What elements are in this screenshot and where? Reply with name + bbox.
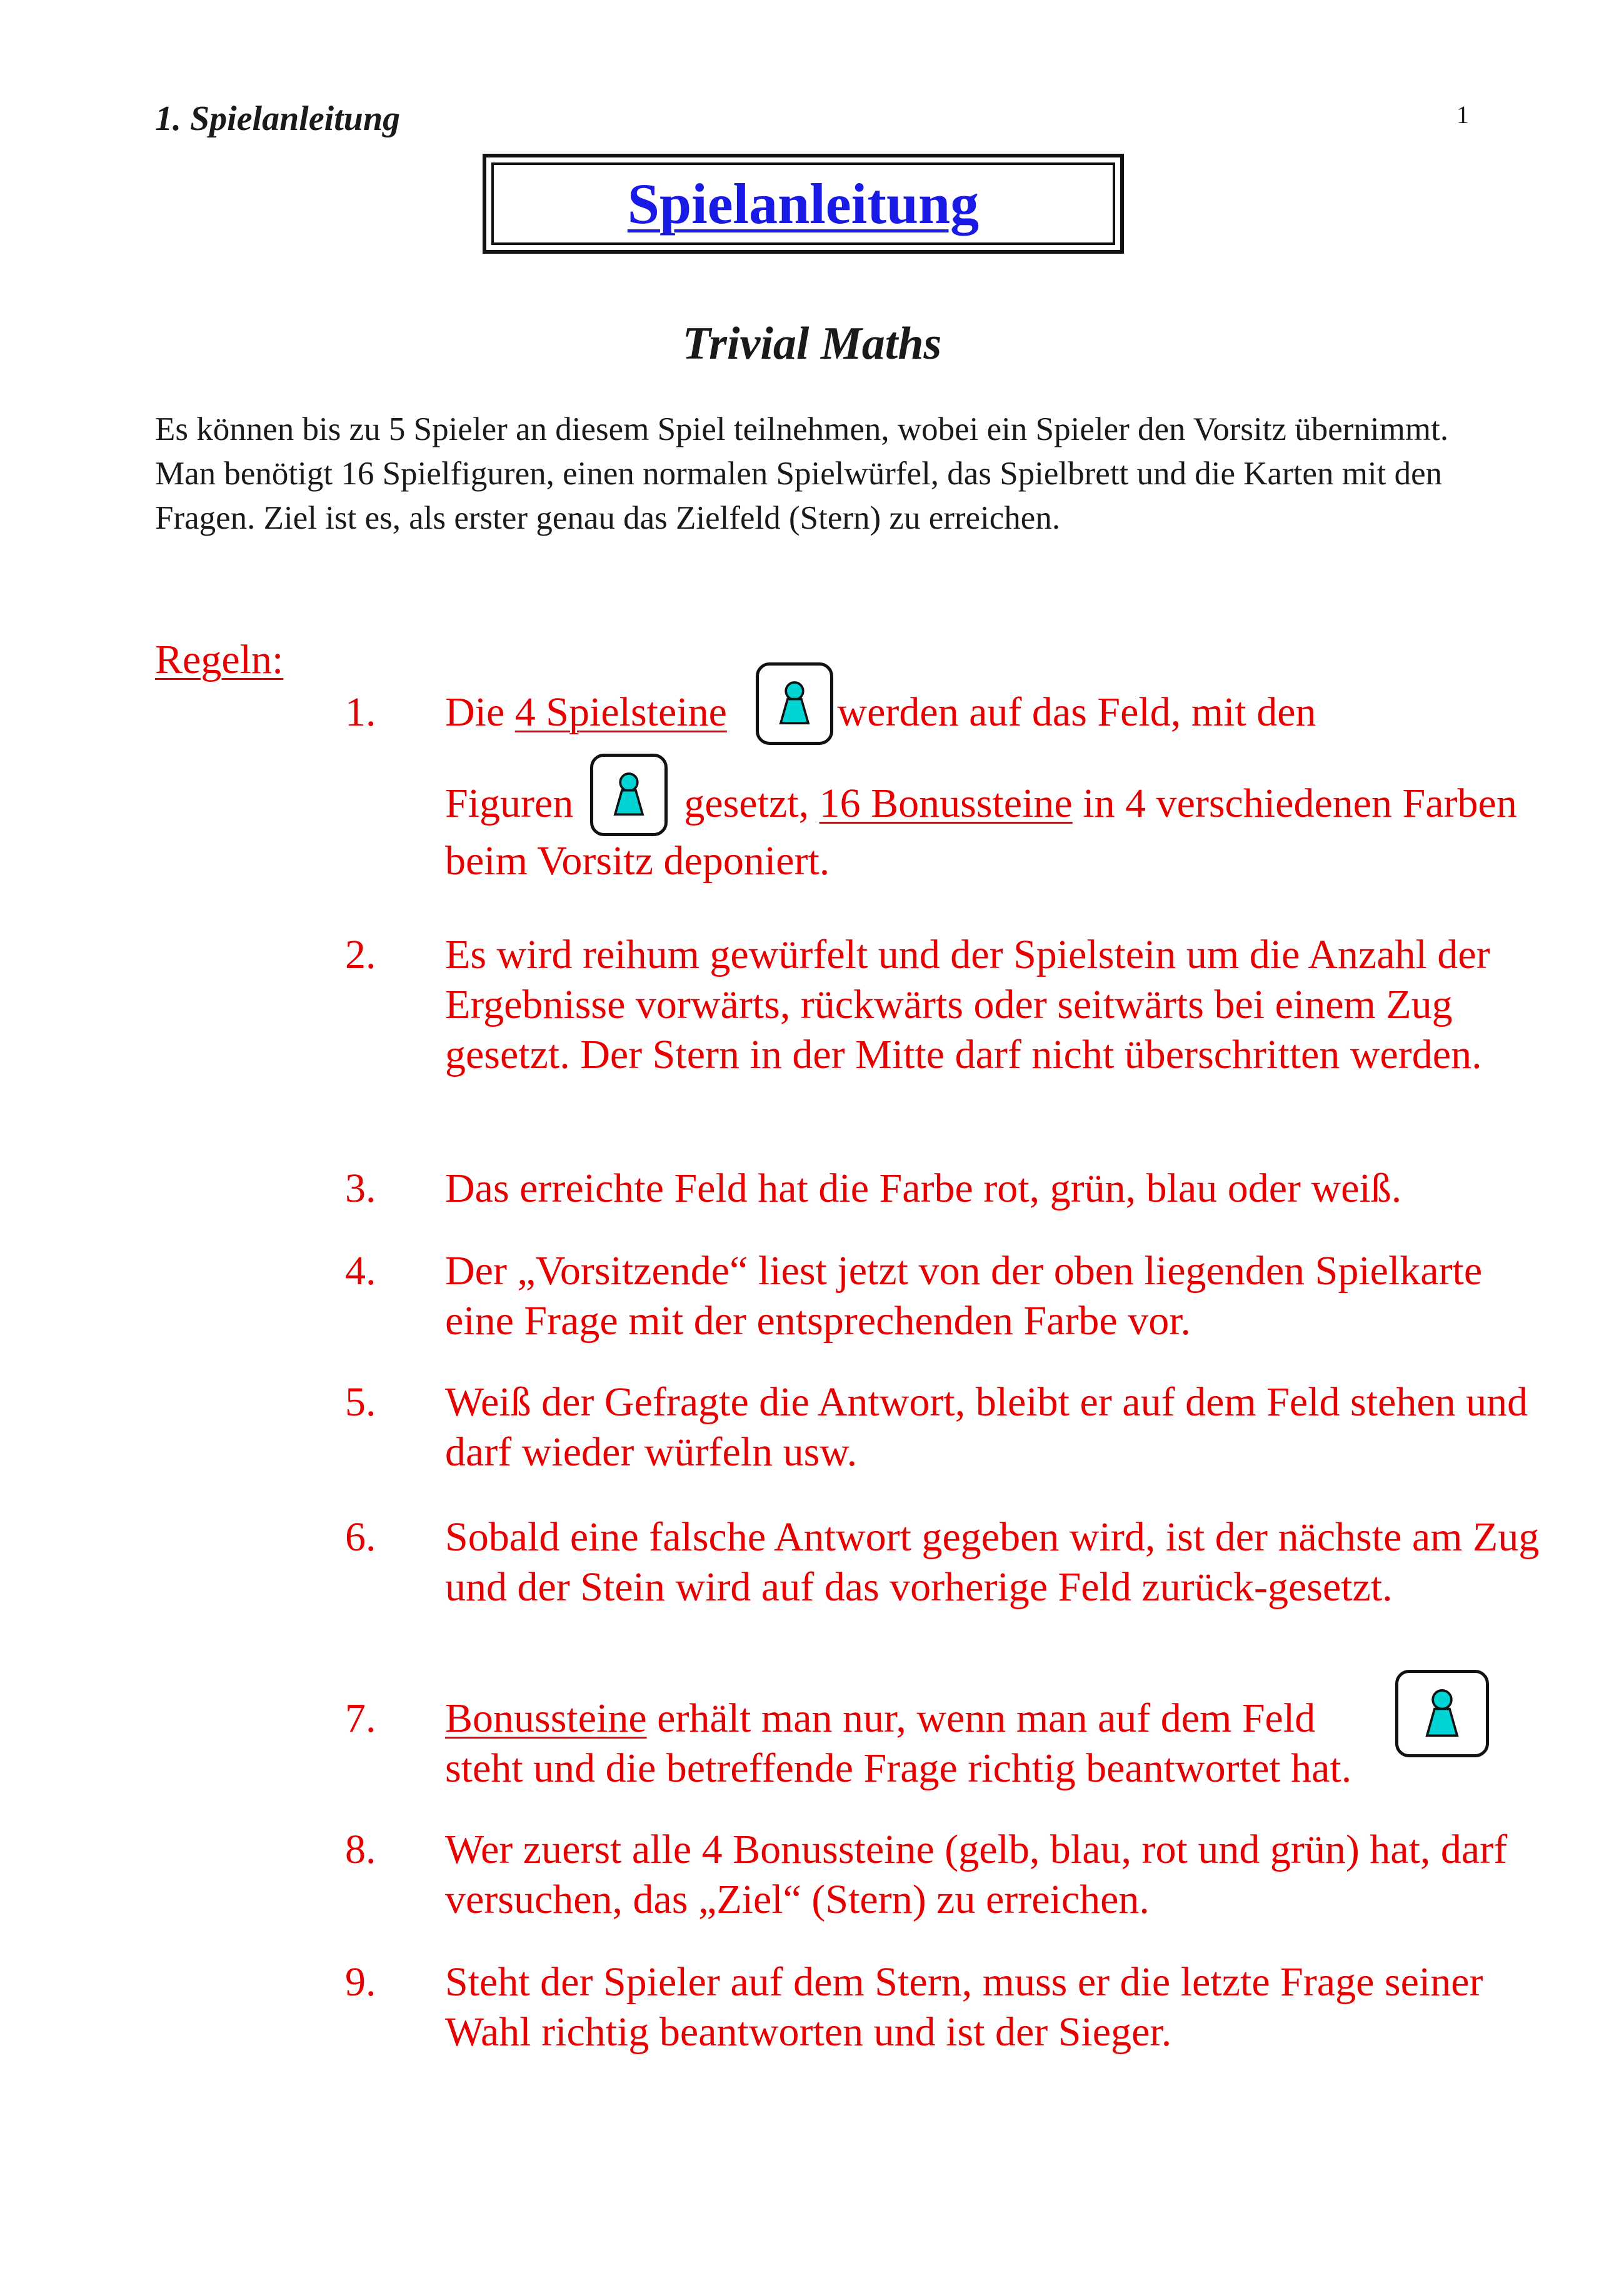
rule-text: Sobald eine falsche Antwort gegeben wird, ist der nächste am Zug und der Stein wird auf das vorherige Feld zurück-gesetzt. [445, 1514, 1540, 1610]
rule-3 [345, 1164, 1551, 1214]
rule-number: 9. [345, 1959, 376, 2005]
rule-text: Wer zuerst alle 4 Bonussteine (gelb, blau, rot und grün) hat, darf versuchen, das „Ziel“ (Stern) zu erreichen. [445, 1827, 1508, 1922]
rule-text: Weiß der Gefragte die Antwort, bleibt er auf dem Feld stehen und darf wieder würfeln usw. [445, 1379, 1528, 1475]
section-header: 1. Spielanleitung [155, 99, 401, 138]
rule-9 [345, 1957, 1551, 2057]
rule-text: Steht der Spieler auf dem Stern, muss er die letzte Frage seiner Wahl richtig beantworten und ist der Sieger. [445, 1959, 1483, 2055]
intro-line-1: Es können bis zu 5 Spieler an diesem Spiel teilnehmen, wobei ein Spieler den Vorsitz übernimmt. [155, 411, 1449, 447]
rule-5 [345, 1377, 1551, 1477]
pawn-figure-icon [590, 754, 668, 836]
rule-number: 2. [345, 932, 376, 977]
rule-number: 5. [345, 1379, 376, 1425]
rule-8 [345, 1825, 1551, 1925]
rule-number: 1. [345, 689, 376, 735]
rule-number: 8. [345, 1827, 376, 1872]
rule-number: 7. [345, 1695, 376, 1741]
rule-underlined-term: 16 Bonussteine [819, 781, 1073, 827]
rule-text [445, 687, 1551, 886]
rule-text: Der „Vorsitzende“ liest jetzt von der oben liegenden Spielkarte eine Frage mit der entsprechenden Farbe vor. [445, 1248, 1483, 1344]
rule-number: 6. [345, 1514, 376, 1560]
rule-6 [345, 1512, 1551, 1612]
rule-text-part: in 4 verschiedenen Farben beim Vorsitz deponiert. [445, 781, 1517, 884]
intro-paragraph [155, 407, 1480, 541]
rule-number: 3. [345, 1165, 376, 1211]
page-number: 1 [1456, 101, 1469, 129]
page-title[interactable]: Spielanleitung [627, 172, 980, 236]
rule-1 [345, 687, 1551, 886]
pawn-figure-icon [756, 662, 833, 745]
rule-text: Es wird reihum gewürfelt und der Spielstein um die Anzahl der Ergebnisse vorwärts, rückwärts oder seitwärts bei einem Zug gesetzt. Der Stern in der Mitte darf nicht überschritten werden. [445, 932, 1490, 1077]
rule-number: 4. [345, 1248, 376, 1294]
rule-underlined-term: 4 Spielsteine [514, 689, 727, 736]
rule-text-part: Die [445, 689, 515, 736]
title-frame [483, 154, 1124, 254]
rule-text-block [445, 779, 1551, 886]
rule-7 [345, 1694, 1551, 1794]
intro-line-2: Man benötigt 16 Spielfiguren, einen normalen Spielwürfel, das Spielbrett und die Karten mit den Fragen. Ziel ist es, als erster genau das Zielfeld (Stern) zu erreichen. [155, 456, 1443, 536]
rule-underlined-term: Bonussteine [445, 1695, 647, 1741]
rule-text-part: werden auf das Feld, mit den [837, 689, 1316, 736]
rule-4 [345, 1246, 1551, 1346]
rule-text-part: gesetzt, [673, 781, 820, 827]
rule-text: Das erreichte Feld hat die Farbe rot, grün, blau oder weiß. [445, 1165, 1402, 1211]
rule-text [445, 1694, 1551, 1794]
rule-text-part: Figuren [445, 781, 584, 827]
rule-text-part: erhält man nur, wenn man auf dem Feld [646, 1695, 1316, 1741]
pawn-figure-icon [1395, 1670, 1489, 1757]
subtitle: Trivial Maths [682, 318, 942, 369]
title-frame-inner [491, 162, 1115, 245]
rule-text-part: steht und die betreffende Frage richtig beantwortet hat. [445, 1745, 1352, 1791]
rules-heading: Regeln: [155, 637, 284, 682]
rule-2 [345, 930, 1551, 1080]
